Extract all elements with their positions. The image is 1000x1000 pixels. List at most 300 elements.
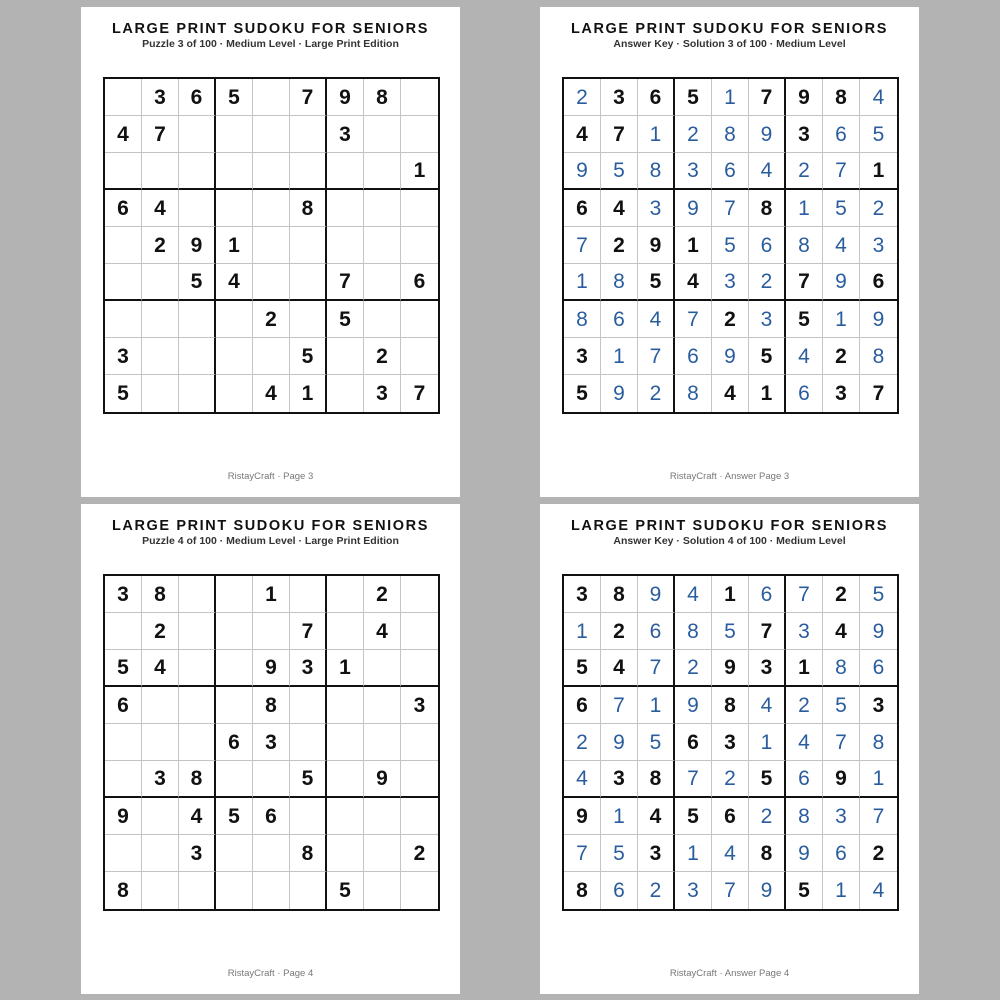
- sudoku-cell: [327, 338, 364, 375]
- sudoku-cell: 2: [401, 835, 438, 872]
- sudoku-cell: [253, 79, 290, 116]
- sudoku-cell: 6: [860, 264, 897, 301]
- sudoku-cell: [216, 190, 253, 227]
- sudoku-cell: 7: [413, 382, 426, 405]
- sudoku-cell: 1: [253, 576, 290, 613]
- sudoku-cell: 2: [823, 576, 860, 613]
- sudoku-cell: 4: [675, 576, 712, 613]
- sudoku-cell: 9: [179, 227, 216, 264]
- sudoku-cell: [253, 227, 290, 264]
- sudoku-cell: 3: [253, 724, 290, 761]
- sudoku-cell: 7: [823, 724, 860, 761]
- sudoku-cell: 1: [564, 613, 601, 650]
- sudoku-cell: [364, 264, 401, 301]
- sudoku-cell: 5: [823, 687, 860, 724]
- page-subtitle: Answer Key · Solution 3 of 100 · Medium Level: [613, 38, 846, 50]
- sudoku-cell: 6: [564, 687, 601, 724]
- sudoku-cell: [105, 301, 142, 338]
- sudoku-cell: [142, 338, 179, 375]
- sudoku-cell: 2: [823, 338, 860, 375]
- sudoku-cell: 6: [216, 724, 253, 761]
- sudoku-cell: 6: [823, 116, 860, 153]
- sudoku-cell: 6: [786, 761, 823, 798]
- sudoku-cell: 8: [786, 798, 823, 835]
- sudoku-cell: [253, 761, 290, 798]
- sudoku-cell: 7: [564, 227, 601, 264]
- sudoku-cell: 8: [675, 613, 712, 650]
- sudoku-cell: 7: [327, 264, 364, 301]
- sudoku-cell: 8: [253, 687, 290, 724]
- sudoku-cell: 8: [860, 724, 897, 761]
- page-footer: RistayCraft · Page 4: [227, 968, 314, 979]
- sudoku-cell: [105, 835, 142, 872]
- sudoku-cell: 1: [290, 375, 327, 412]
- sudoku-answer-grid: [562, 574, 899, 911]
- sudoku-cell: [179, 613, 216, 650]
- sudoku-cell: 7: [786, 264, 823, 301]
- sudoku-cell: 2: [638, 375, 675, 412]
- sudoku-cell: [401, 79, 438, 116]
- sudoku-cell: 3: [105, 576, 142, 613]
- sudoku-cell: [105, 227, 142, 264]
- sudoku-cell: [327, 798, 364, 835]
- sudoku-cell: [401, 190, 438, 227]
- sudoku-cell: 9: [823, 761, 860, 798]
- sudoku-cell: 3: [823, 798, 860, 835]
- sudoku-cell: 4: [823, 613, 860, 650]
- sudoku-cell: 2: [564, 724, 601, 761]
- sudoku-cell: 1: [786, 650, 823, 687]
- sudoku-grid: [103, 574, 440, 911]
- sudoku-cell: 2: [786, 153, 823, 190]
- sudoku-cell: 9: [601, 724, 638, 761]
- sudoku-cell: 7: [872, 382, 885, 405]
- sudoku-cell: [364, 687, 401, 724]
- puzzle-page-4: [81, 504, 460, 994]
- sudoku-cell: 3: [290, 650, 327, 687]
- sudoku-cell: 9: [327, 79, 364, 116]
- sudoku-cell: [401, 116, 438, 153]
- sudoku-cell: 9: [564, 798, 601, 835]
- sudoku-cell: 2: [142, 613, 179, 650]
- sudoku-cell: 7: [290, 79, 327, 116]
- sudoku-cell: 1: [601, 798, 638, 835]
- sudoku-cell: 7: [675, 761, 712, 798]
- sudoku-cell: 6: [179, 79, 216, 116]
- page-footer: RistayCraft · Answer Page 4: [669, 968, 790, 979]
- sudoku-cell: [401, 872, 438, 909]
- sudoku-cell: 3: [142, 761, 179, 798]
- sudoku-cell: 6: [712, 798, 749, 835]
- sudoku-cell: 2: [675, 116, 712, 153]
- page-footer: RistayCraft · Answer Page 3: [669, 471, 790, 482]
- sudoku-cell: 9: [786, 79, 823, 116]
- sudoku-cell: 3: [179, 835, 216, 872]
- sudoku-cell: 5: [749, 761, 786, 798]
- sudoku-cell: 9: [675, 190, 712, 227]
- sudoku-cell: 6: [675, 724, 712, 761]
- sudoku-cell: 6: [675, 338, 712, 375]
- sudoku-cell: 3: [823, 375, 860, 412]
- sudoku-cell: 5: [712, 613, 749, 650]
- sudoku-cell: [327, 613, 364, 650]
- sudoku-cell: 2: [712, 301, 749, 338]
- sudoku-cell: 1: [327, 650, 364, 687]
- sudoku-cell: 5: [786, 872, 823, 909]
- sudoku-cell: 7: [638, 650, 675, 687]
- sudoku-cell: 4: [823, 227, 860, 264]
- sudoku-cell: [364, 872, 401, 909]
- sudoku-cell: 6: [749, 576, 786, 613]
- sudoku-cell: 3: [712, 724, 749, 761]
- sudoku-cell: 4: [749, 153, 786, 190]
- sudoku-cell: [327, 375, 364, 412]
- sudoku-cell: 1: [601, 338, 638, 375]
- sudoku-cell: 2: [564, 79, 601, 116]
- sudoku-cell: 5: [638, 724, 675, 761]
- sudoku-cell: 5: [675, 79, 712, 116]
- sudoku-cell: 7: [638, 338, 675, 375]
- sudoku-cell: [142, 798, 179, 835]
- sudoku-cell: 9: [564, 153, 601, 190]
- sudoku-cell: 7: [712, 190, 749, 227]
- sudoku-cell: 4: [872, 879, 885, 902]
- sudoku-cell: [253, 835, 290, 872]
- sudoku-cell: 6: [601, 872, 638, 909]
- sudoku-cell: 9: [105, 798, 142, 835]
- sudoku-cell: 1: [216, 227, 253, 264]
- sudoku-cell: 3: [401, 687, 438, 724]
- sudoku-cell: [364, 227, 401, 264]
- sudoku-cell: 3: [564, 338, 601, 375]
- sudoku-cell: 6: [786, 375, 823, 412]
- sudoku-cell: [253, 338, 290, 375]
- sudoku-cell: 1: [860, 153, 897, 190]
- sudoku-cell: 4: [712, 375, 749, 412]
- sudoku-cell: 3: [327, 116, 364, 153]
- sudoku-cell: 7: [601, 687, 638, 724]
- sudoku-cell: 3: [712, 264, 749, 301]
- sudoku-cell: [179, 650, 216, 687]
- sudoku-cell: 2: [860, 835, 897, 872]
- sudoku-cell: 5: [327, 872, 364, 909]
- sudoku-cell: [105, 724, 142, 761]
- sudoku-cell: 2: [749, 264, 786, 301]
- sudoku-cell: 5: [712, 227, 749, 264]
- sudoku-cell: 5: [675, 798, 712, 835]
- sudoku-cell: 8: [601, 576, 638, 613]
- sudoku-cell: 3: [638, 190, 675, 227]
- sudoku-cell: 7: [860, 798, 897, 835]
- sudoku-cell: [216, 650, 253, 687]
- sudoku-cell: [327, 724, 364, 761]
- sudoku-cell: 8: [823, 79, 860, 116]
- sudoku-cell: [142, 153, 179, 190]
- sudoku-cell: 8: [749, 190, 786, 227]
- sudoku-cell: [364, 190, 401, 227]
- sudoku-cell: 1: [638, 687, 675, 724]
- sudoku-cell: 4: [253, 375, 290, 412]
- sudoku-cell: [290, 264, 327, 301]
- sudoku-cell: 1: [749, 375, 786, 412]
- sudoku-cell: [327, 835, 364, 872]
- sudoku-cell: 3: [749, 650, 786, 687]
- sudoku-cell: 8: [142, 576, 179, 613]
- sudoku-cell: 1: [638, 116, 675, 153]
- sudoku-cell: 7: [749, 79, 786, 116]
- sudoku-cell: 9: [712, 338, 749, 375]
- sudoku-cell: 3: [786, 613, 823, 650]
- sudoku-cell: 6: [860, 650, 897, 687]
- sudoku-cell: [364, 153, 401, 190]
- sudoku-cell: [401, 301, 438, 338]
- sudoku-cell: 8: [749, 835, 786, 872]
- sudoku-cell: [401, 338, 438, 375]
- sudoku-cell: [364, 116, 401, 153]
- sudoku-cell: 8: [823, 650, 860, 687]
- sudoku-cell: [290, 687, 327, 724]
- sudoku-cell: 7: [675, 301, 712, 338]
- sudoku-cell: 9: [749, 116, 786, 153]
- sudoku-cell: 9: [786, 835, 823, 872]
- sudoku-cell: 7: [749, 613, 786, 650]
- sudoku-cell: 5: [105, 650, 142, 687]
- puzzle-page-3: [81, 7, 460, 497]
- sudoku-cell: 1: [712, 576, 749, 613]
- sudoku-cell: 4: [564, 761, 601, 798]
- sudoku-cell: 6: [564, 190, 601, 227]
- sudoku-cell: [216, 153, 253, 190]
- sudoku-cell: 8: [564, 301, 601, 338]
- sudoku-cell: [179, 301, 216, 338]
- sudoku-cell: 5: [290, 761, 327, 798]
- sudoku-cell: 5: [601, 835, 638, 872]
- sudoku-cell: [216, 116, 253, 153]
- sudoku-cell: [327, 190, 364, 227]
- sudoku-cell: 8: [638, 761, 675, 798]
- sudoku-cell: 2: [638, 872, 675, 909]
- sudoku-cell: 2: [786, 687, 823, 724]
- sudoku-cell: 1: [786, 190, 823, 227]
- sudoku-cell: 2: [601, 613, 638, 650]
- page-title: LARGE PRINT SUDOKU FOR SENIORS: [570, 518, 889, 534]
- sudoku-cell: 5: [564, 650, 601, 687]
- sudoku-cell: [327, 153, 364, 190]
- sudoku-cell: 1: [749, 724, 786, 761]
- sudoku-cell: [142, 835, 179, 872]
- sudoku-cell: 8: [675, 375, 712, 412]
- sudoku-cell: 5: [749, 338, 786, 375]
- sudoku-cell: 7: [601, 116, 638, 153]
- sudoku-cell: 4: [142, 650, 179, 687]
- sudoku-cell: 3: [564, 576, 601, 613]
- sudoku-cell: [179, 116, 216, 153]
- sudoku-cell: 7: [712, 872, 749, 909]
- page-title: LARGE PRINT SUDOKU FOR SENIORS: [570, 21, 889, 37]
- sudoku-cell: 7: [564, 835, 601, 872]
- sudoku-cell: [401, 798, 438, 835]
- sudoku-cell: 4: [749, 687, 786, 724]
- sudoku-cell: 4: [364, 613, 401, 650]
- sudoku-cell: 9: [823, 264, 860, 301]
- sudoku-cell: [290, 872, 327, 909]
- sudoku-cell: 1: [401, 153, 438, 190]
- sudoku-cell: 5: [786, 301, 823, 338]
- sudoku-cell: [105, 264, 142, 301]
- sudoku-cell: 1: [712, 79, 749, 116]
- sudoku-cell: 9: [749, 872, 786, 909]
- sudoku-cell: 1: [675, 835, 712, 872]
- answer-page-3: [540, 7, 919, 497]
- sudoku-cell: 4: [179, 798, 216, 835]
- sudoku-cell: 9: [253, 650, 290, 687]
- sudoku-cell: 7: [290, 613, 327, 650]
- page-subtitle: Puzzle 3 of 100 · Medium Level · Large Print Edition: [142, 38, 399, 50]
- sudoku-cell: [290, 724, 327, 761]
- sudoku-cell: 9: [860, 301, 897, 338]
- sudoku-cell: 8: [290, 835, 327, 872]
- sudoku-cell: 1: [564, 264, 601, 301]
- sudoku-cell: 5: [601, 153, 638, 190]
- sudoku-cell: 4: [216, 264, 253, 301]
- sudoku-cell: [401, 650, 438, 687]
- sudoku-cell: [179, 153, 216, 190]
- sudoku-answer-grid: [562, 77, 899, 414]
- sudoku-cell: [364, 835, 401, 872]
- sudoku-cell: [179, 724, 216, 761]
- sudoku-cell: [253, 613, 290, 650]
- sudoku-cell: [216, 613, 253, 650]
- sudoku-cell: 4: [638, 798, 675, 835]
- sudoku-cell: 4: [786, 724, 823, 761]
- sudoku-cell: [253, 190, 290, 227]
- sudoku-cell: 4: [601, 190, 638, 227]
- sudoku-cell: 5: [179, 264, 216, 301]
- sudoku-cell: 2: [675, 650, 712, 687]
- sudoku-cell: 8: [860, 338, 897, 375]
- sudoku-cell: [142, 687, 179, 724]
- sudoku-cell: 8: [564, 872, 601, 909]
- sudoku-cell: 4: [786, 338, 823, 375]
- sudoku-cell: [216, 761, 253, 798]
- sudoku-cell: [105, 761, 142, 798]
- sudoku-cell: [290, 301, 327, 338]
- sudoku-cell: [142, 872, 179, 909]
- sudoku-cell: 9: [675, 687, 712, 724]
- sudoku-cell: [401, 613, 438, 650]
- sudoku-cell: 5: [823, 190, 860, 227]
- sudoku-cell: 3: [105, 338, 142, 375]
- page-subtitle: Answer Key · Solution 4 of 100 · Medium Level: [613, 535, 846, 547]
- sudoku-cell: 5: [290, 338, 327, 375]
- sudoku-cell: 9: [638, 576, 675, 613]
- sudoku-cell: 9: [601, 375, 638, 412]
- sudoku-cell: 3: [638, 835, 675, 872]
- page-subtitle: Puzzle 4 of 100 · Medium Level · Large Print Edition: [142, 535, 399, 547]
- sudoku-cell: [179, 190, 216, 227]
- sudoku-cell: 6: [823, 835, 860, 872]
- sudoku-cell: 6: [253, 798, 290, 835]
- sudoku-cell: 3: [142, 79, 179, 116]
- sudoku-cell: 8: [786, 227, 823, 264]
- sudoku-cell: [216, 338, 253, 375]
- sudoku-cell: 5: [327, 301, 364, 338]
- sudoku-cell: [179, 375, 216, 412]
- sudoku-cell: 8: [290, 190, 327, 227]
- sudoku-cell: 1: [823, 872, 860, 909]
- sudoku-cell: [253, 872, 290, 909]
- sudoku-cell: [327, 227, 364, 264]
- sudoku-cell: 5: [105, 375, 142, 412]
- sudoku-cell: 1: [675, 227, 712, 264]
- sudoku-cell: [364, 650, 401, 687]
- sudoku-cell: 4: [105, 116, 142, 153]
- sudoku-cell: [290, 576, 327, 613]
- sudoku-cell: 3: [749, 301, 786, 338]
- sudoku-cell: [179, 576, 216, 613]
- sudoku-cell: [179, 872, 216, 909]
- sudoku-cell: [364, 301, 401, 338]
- sudoku-cell: 3: [860, 227, 897, 264]
- sudoku-cell: 9: [364, 761, 401, 798]
- sudoku-cell: 1: [823, 301, 860, 338]
- sudoku-cell: 4: [601, 650, 638, 687]
- sudoku-cell: 4: [142, 190, 179, 227]
- sudoku-cell: 4: [638, 301, 675, 338]
- sudoku-grid: [103, 77, 440, 414]
- sudoku-cell: [142, 264, 179, 301]
- sudoku-cell: 2: [253, 301, 290, 338]
- sudoku-cell: 3: [364, 375, 401, 412]
- sudoku-cell: 6: [749, 227, 786, 264]
- sudoku-cell: 8: [712, 687, 749, 724]
- sudoku-cell: 6: [401, 264, 438, 301]
- sudoku-cell: [401, 761, 438, 798]
- sudoku-cell: 2: [364, 576, 401, 613]
- sudoku-cell: [216, 687, 253, 724]
- sudoku-cell: [105, 153, 142, 190]
- sudoku-cell: [364, 724, 401, 761]
- sudoku-cell: 4: [712, 835, 749, 872]
- sudoku-cell: 2: [601, 227, 638, 264]
- sudoku-cell: 2: [364, 338, 401, 375]
- sudoku-cell: [179, 338, 216, 375]
- sudoku-cell: [364, 798, 401, 835]
- sudoku-cell: 7: [786, 576, 823, 613]
- sudoku-cell: 2: [749, 798, 786, 835]
- sudoku-cell: [253, 116, 290, 153]
- sudoku-cell: [216, 835, 253, 872]
- sudoku-cell: [216, 872, 253, 909]
- sudoku-cell: [216, 576, 253, 613]
- sudoku-cell: [327, 687, 364, 724]
- sudoku-cell: [401, 227, 438, 264]
- sudoku-cell: 5: [860, 576, 897, 613]
- sudoku-cell: [290, 227, 327, 264]
- sudoku-cell: 5: [216, 79, 253, 116]
- sudoku-cell: 2: [712, 761, 749, 798]
- answer-page-4: [540, 504, 919, 994]
- page-footer: RistayCraft · Page 3: [227, 471, 314, 482]
- sudoku-cell: 3: [601, 79, 638, 116]
- sudoku-cell: 3: [786, 116, 823, 153]
- sudoku-cell: 8: [712, 116, 749, 153]
- sudoku-cell: 6: [105, 687, 142, 724]
- sudoku-cell: 6: [105, 190, 142, 227]
- sudoku-cell: 8: [364, 79, 401, 116]
- sudoku-cell: 9: [712, 650, 749, 687]
- sudoku-cell: 8: [179, 761, 216, 798]
